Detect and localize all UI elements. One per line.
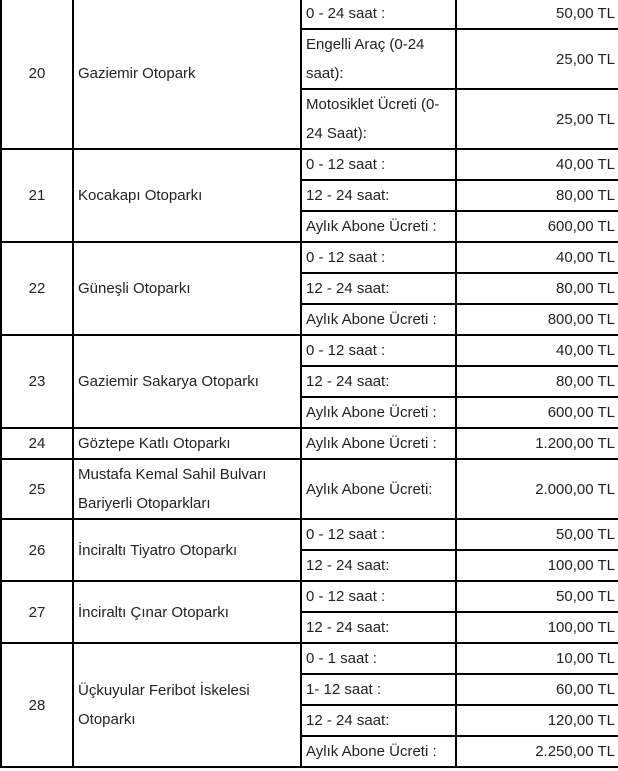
fee-price-cell: 80,00 TL xyxy=(456,273,618,304)
table-row xyxy=(1,0,618,29)
parking-name-cell: Mustafa Kemal Sahil Bulvarı Bariyerli Otoparkları xyxy=(73,459,301,519)
fee-description-cell: 0 - 24 saat : xyxy=(301,0,456,29)
fee-price-cell: 2.250,00 TL xyxy=(456,736,618,767)
fee-description-cell: 0 - 12 saat : xyxy=(301,335,456,366)
fee-description-cell: 12 - 24 saat: xyxy=(301,273,456,304)
parking-number-cell: 23 xyxy=(1,335,73,428)
parking-number-cell: 25 xyxy=(1,459,73,519)
fee-price-cell: 100,00 TL xyxy=(456,612,618,643)
fee-price-cell: 800,00 TL xyxy=(456,304,618,335)
parking-number-cell: 22 xyxy=(1,242,73,335)
table-row xyxy=(1,519,618,550)
parking-name-cell: Göztepe Katlı Otoparkı xyxy=(73,428,301,459)
fee-description-cell: Aylık Abone Ücreti : xyxy=(301,428,456,459)
fee-description-cell: Aylık Abone Ücreti : xyxy=(301,304,456,335)
fee-description-cell: 12 - 24 saat: xyxy=(301,612,456,643)
parking-number-cell: 21 xyxy=(1,149,73,242)
fee-description-cell: Aylık Abone Ücreti : xyxy=(301,211,456,242)
fee-description-cell: 12 - 24 saat: xyxy=(301,366,456,397)
fee-price-cell: 60,00 TL xyxy=(456,674,618,705)
fee-price-cell: 80,00 TL xyxy=(456,180,618,211)
parking-name-cell: İnciraltı Çınar Otoparkı xyxy=(73,581,301,643)
fee-price-cell: 50,00 TL xyxy=(456,581,618,612)
fee-price-cell: 2.000,00 TL xyxy=(456,459,618,519)
table-row xyxy=(1,643,618,674)
table-row xyxy=(1,242,618,273)
parking-name-cell: Gaziemir Sakarya Otoparkı xyxy=(73,335,301,428)
parking-name-cell: Gaziemir Otopark xyxy=(73,0,301,149)
fee-description-cell: 0 - 12 saat : xyxy=(301,519,456,550)
fee-description-cell: Engelli Araç (0-24 saat): xyxy=(301,29,456,89)
fee-price-cell: 25,00 TL xyxy=(456,89,618,149)
fee-description-cell: 0 - 12 saat : xyxy=(301,242,456,273)
fee-description-cell: 0 - 12 saat : xyxy=(301,149,456,180)
fee-price-cell: 25,00 TL xyxy=(456,29,618,89)
table-row xyxy=(1,428,618,459)
fee-price-cell: 120,00 TL xyxy=(456,705,618,736)
parking-number-cell: 27 xyxy=(1,581,73,643)
fee-description-cell: 0 - 12 saat : xyxy=(301,581,456,612)
fee-price-cell: 1.200,00 TL xyxy=(456,428,618,459)
fee-price-cell: 50,00 TL xyxy=(456,519,618,550)
parking-name-cell: Üçkuyular Feribot İskelesi Otoparkı xyxy=(73,643,301,767)
fee-description-cell: 12 - 24 saat: xyxy=(301,180,456,211)
fee-description-cell: 12 - 24 saat: xyxy=(301,705,456,736)
fee-price-cell: 40,00 TL xyxy=(456,242,618,273)
fee-description-cell: 0 - 1 saat : xyxy=(301,643,456,674)
parking-name-cell: Güneşli Otoparkı xyxy=(73,242,301,335)
fee-description-cell: Aylık Abone Ücreti : xyxy=(301,397,456,428)
fee-price-cell: 40,00 TL xyxy=(456,335,618,366)
parking-name-cell: İnciraltı Tiyatro Otoparkı xyxy=(73,519,301,581)
table-row xyxy=(1,335,618,366)
fee-description-cell: Aylık Abone Ücreti: xyxy=(301,459,456,519)
fee-price-cell: 50,00 TL xyxy=(456,0,618,29)
fee-price-cell: 600,00 TL xyxy=(456,397,618,428)
fee-description-cell: 12 - 24 saat: xyxy=(301,550,456,581)
fee-description-cell: 1- 12 saat : xyxy=(301,674,456,705)
table-row xyxy=(1,459,618,519)
parking-number-cell: 26 xyxy=(1,519,73,581)
fee-price-cell: 100,00 TL xyxy=(456,550,618,581)
fee-description-cell: Motosiklet Ücreti (0-24 Saat): xyxy=(301,89,456,149)
parking-number-cell: 20 xyxy=(1,0,73,149)
parking-name-cell: Kocakapı Otoparkı xyxy=(73,149,301,242)
parking-fee-table-body xyxy=(1,0,618,767)
parking-number-cell: 28 xyxy=(1,643,73,767)
fee-description-cell: Aylık Abone Ücreti : xyxy=(301,736,456,767)
fee-price-cell: 80,00 TL xyxy=(456,366,618,397)
fee-price-cell: 10,00 TL xyxy=(456,643,618,674)
table-row xyxy=(1,149,618,180)
fee-price-cell: 600,00 TL xyxy=(456,211,618,242)
table-row xyxy=(1,581,618,612)
parking-number-cell: 24 xyxy=(1,428,73,459)
fee-price-cell: 40,00 TL xyxy=(456,149,618,180)
